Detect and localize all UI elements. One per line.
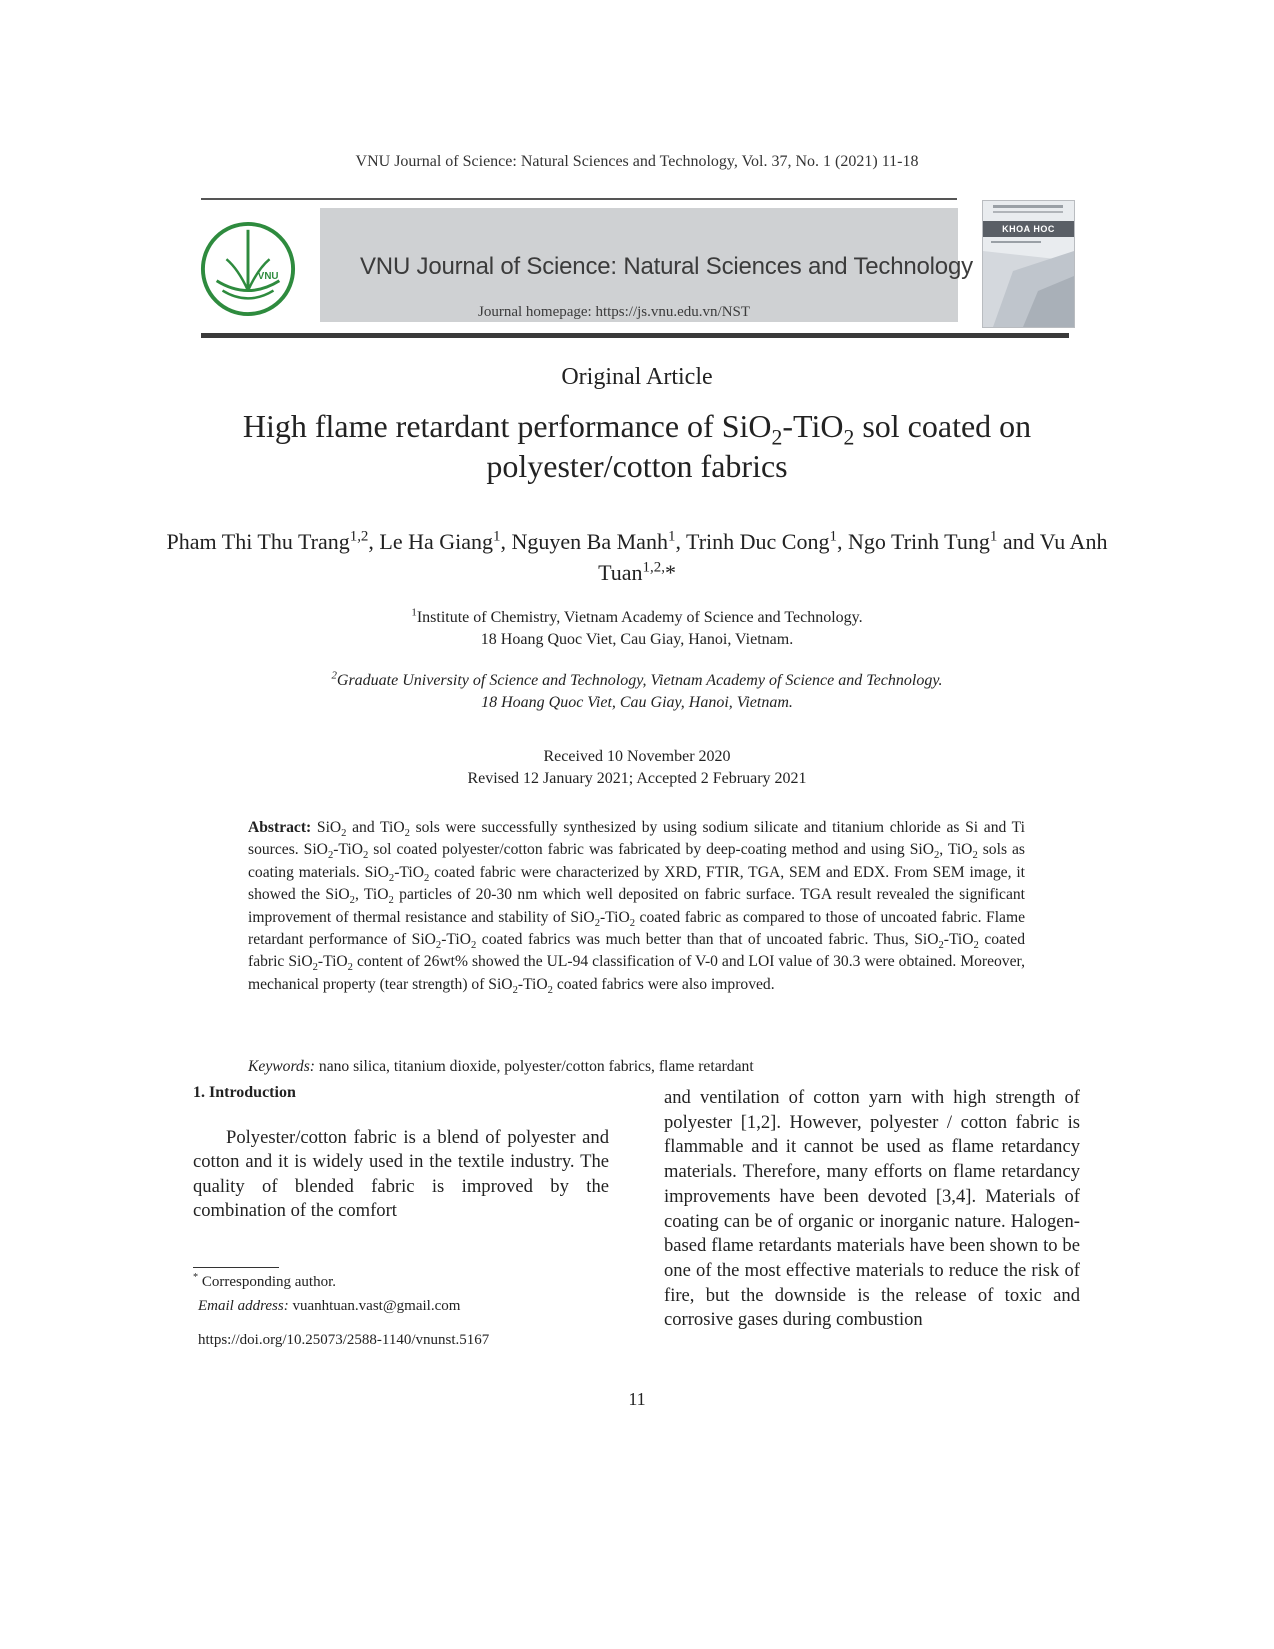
subscript: 2: [363, 850, 369, 862]
abstract-text-run: coated fabric SiO: [248, 931, 1026, 971]
journal-banner-title: VNU Journal of Science: Natural Sciences and Technology: [360, 253, 973, 280]
corresponding-mark: *: [664, 560, 676, 585]
journal-cover-thumbnail: [982, 200, 1075, 328]
affiliation-2: $^2$Graduate University of Science and Technology, Vietnam Academy of Science and Technology. 18 Hoang Quoc Viet, Cau Giay, Hanoi, Vietnam.: [331, 669, 943, 711]
keywords-label: Keywords:: [248, 1058, 315, 1075]
subscript: 2: [547, 984, 553, 996]
intro-left-column: Polyester/cotton fabric is a blend of polyester and cotton and it is widely used in the textile industry. The quality of blended fabric is improved by the combination of the comfort: [193, 1127, 609, 1222]
abstract: [248, 817, 1025, 996]
subscript: 2: [470, 940, 477, 952]
subscript: 2: [938, 940, 944, 952]
abstract-text-run: -TiO: [394, 863, 424, 881]
author-list: Pham Thi Thu Trang$^{1,2}$, Le Ha Giang$^1$, Nguyen Ba Manh$^1$, Trinh Duc Cong$^1$, Ngo Trinh Tung$^1$ and Vu Anh Tuan$^{1,2,}$*: [166, 528, 1108, 585]
abstract-text-run: coated fabric were characterized by XRD, FTIR, TGA, SEM and EDX. From SEM image, it showed the SiO: [248, 863, 1025, 904]
abstract-body: [248, 819, 1026, 996]
page-number: 11: [628, 1389, 646, 1409]
abstract-text-run: , TiO: [939, 841, 973, 859]
revised-accepted-date: Revised 12 January 2021; Accepted 2 February 2021: [467, 770, 807, 787]
subscript: 2: [327, 850, 334, 862]
subscript: 2: [933, 850, 940, 862]
subscript: 2: [349, 895, 355, 907]
received-date: Received 10 November 2020: [543, 748, 731, 765]
abstract-text-run: -TiO: [317, 953, 348, 971]
logo-text: VNU: [257, 270, 279, 282]
abstract-text-run: particles of 20-30 nm which well deposited on fabric surface. TGA result revealed the significant improvement of thermal resistance and stability of SiO: [248, 886, 1026, 926]
author: Ngo Trinh Tung: [847, 529, 990, 554]
abstract-text-run: -TiO: [441, 931, 471, 949]
abstract-text-run: SiO: [311, 819, 342, 836]
abstract-text-run: sols as coating materials. SiO: [248, 841, 1025, 881]
running-head: VNU Journal of Science: Natural Sciences and Technology, Vol. 37, No. 1 (2021) 11-18: [355, 153, 919, 170]
abstract-text-run: -TiO: [517, 975, 548, 993]
author: Pham Thi Thu Trang: [166, 529, 350, 554]
abstract-text-run: -TiO: [333, 841, 363, 859]
subscript: 2: [423, 872, 430, 884]
subscript: 2: [404, 828, 410, 840]
footnote-email: Email address: vuanhtuan.vast@gmail.com: [198, 1298, 461, 1314]
affiliation-1: $^1$Institute of Chemistry, Vietnam Academy of Science and Technology. 18 Hoang Quoc Viet, Cau Giay, Hanoi, Vietnam.: [411, 606, 863, 648]
article-dates: [0, 746, 1274, 790]
abstract-text-run: and TiO: [346, 819, 405, 836]
keywords-text: nano silica, titanium dioxide, polyester/cotton fabrics, flame retardant: [315, 1058, 754, 1075]
abstract-text-run: coated fabric as compared to those of uncoated fabric. Flame retardant performance of SiO: [248, 908, 1025, 949]
abstract-text-run: -TiO: [943, 931, 974, 949]
abstract-text-run: sols were successfully synthesized by using sodium silicate and titanium chloride as Si and Ti sources. SiO: [248, 819, 1025, 859]
abstract-text-run: coated fabrics were also improved.: [552, 975, 775, 993]
abstract-text-run: coated fabrics was much better than that of uncoated fabric. Thus, SiO: [476, 931, 939, 949]
author: Trinh Duc Cong: [686, 529, 830, 554]
abstract-text-run: content of 26wt% showed the UL-94 classification of V-0 and LOI value of 30.3 were obtained. Moreover, mechanical property (tear strength) of SiO: [248, 953, 1025, 993]
subscript: 2: [388, 895, 394, 907]
keywords: [248, 1056, 1025, 1078]
subscript: 2: [512, 984, 518, 996]
email-link: vuanhtuan.vast@gmail.com: [288, 1298, 461, 1314]
subscript: 2: [435, 940, 442, 952]
author: Le Ha Giang: [379, 529, 494, 554]
doi-link[interactable]: https://doi.org/10.25073/2588-1140/vnunst.5167: [198, 1332, 490, 1348]
vnu-logo: [199, 220, 297, 318]
subscript: 2: [341, 828, 347, 840]
abstract-text-run: sol coated polyester/cotton fabric was fabricated by deep-coating method and using SiO: [368, 841, 934, 859]
intro-right-column: and ventilation of cotton yarn with high strength of polyester [1,2]. However, polyester / cotton fabric is flammable and it cannot be used as flame retardancy materials. Therefore, many efforts on flame retardancy improvements have been devoted [3,4]. Materials of coating can be of organic or inorganic nature. Halogen-based flame retardants materials have been shown to be one of the most effective materials to reduce the risk of fire, but the downside is the release of toxic and corrosive gases during combustion: [664, 1087, 1080, 1331]
subscript: 2: [973, 940, 979, 952]
subscript: 2: [347, 962, 353, 974]
author: Vu Anh Tuan: [598, 529, 1108, 585]
subscript: 2: [972, 850, 978, 862]
abstract-text-run: , TiO: [354, 886, 389, 904]
subscript: 2: [312, 962, 318, 974]
section-heading: 1. Introduction: [193, 1084, 296, 1101]
footnote-rule: [193, 1267, 279, 1268]
abstract-label: Abstract:: [248, 819, 312, 836]
cover-title: KHOA HOC: [983, 221, 1074, 237]
subscript: 2: [629, 917, 636, 929]
author: Nguyen Ba Manh: [511, 529, 668, 554]
abstract-text-run: -TiO: [599, 908, 630, 926]
footnote-corresponding: * Corresponding author.: [193, 1272, 336, 1290]
article-type: Original Article: [561, 364, 713, 390]
article-title: High flame retardant performance of SiO$_2$-TiO$_2$ sol coated on polyester/cotton fabrics: [242, 408, 1032, 484]
banner-top-rule: [201, 198, 957, 200]
subscript: 2: [594, 917, 600, 929]
subscript: 2: [388, 872, 395, 884]
banner-bottom-rule: [201, 333, 1069, 338]
journal-homepage: Journal homepage: https://js.vnu.edu.vn/NST: [478, 304, 751, 320]
